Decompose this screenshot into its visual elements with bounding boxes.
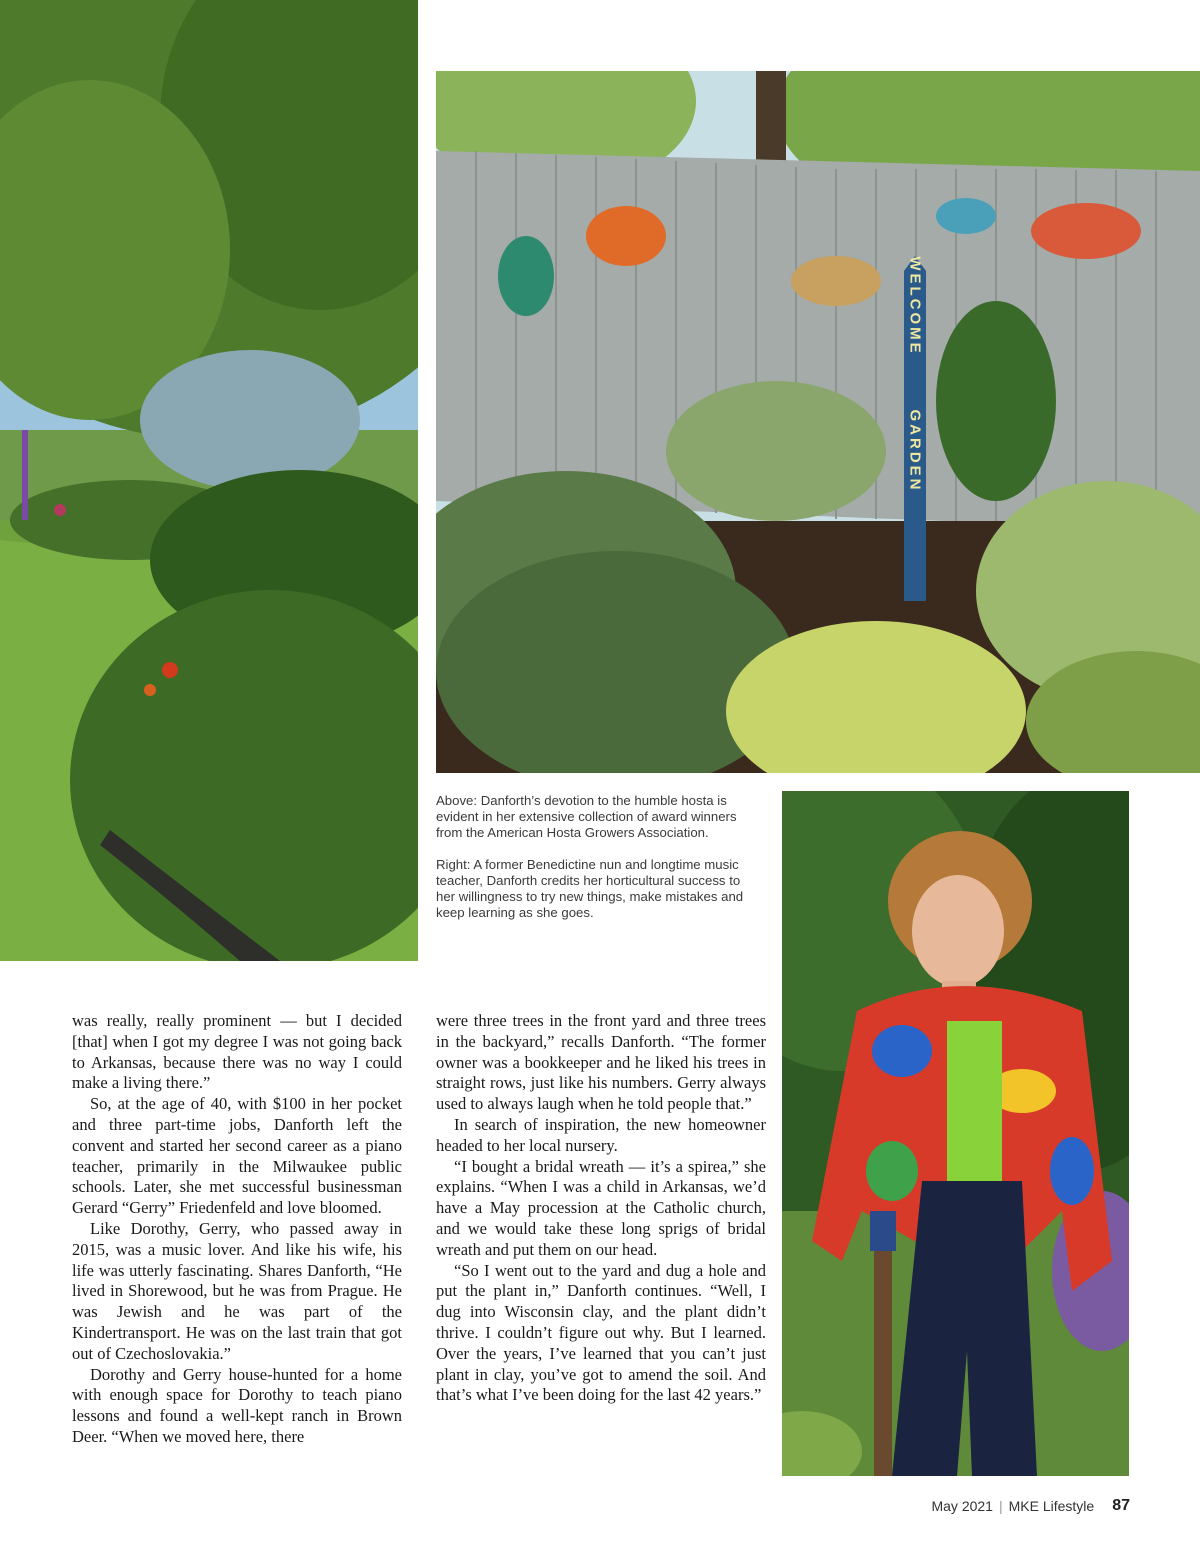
page-folio — [931, 1497, 1130, 1515]
paragraph: was really, really prominent — but I decided [that] when I got my degree I was not going back to Arkansas, because there was no way I could make a living there.” — [72, 1011, 402, 1093]
paragraph: So, at the age of 40, with $100 in her pocket and three part-time jobs, Danforth left the convent and started her second career as a piano teacher, primarily in the Milwaukee public schools. Later, she met successful businessman Gerard “Gerry” Friedenfeld and love bloomed. — [72, 1094, 402, 1218]
article-column-right — [436, 1011, 766, 1406]
paragraph: In search of inspiration, the new homeowner headed to her local nursery. — [436, 1114, 766, 1155]
caption-right: Right: A former Benedictine nun and longtime music teacher, Danforth credits her horticultural success to her willingness to try new things, make mistakes and keep learning as she goes. — [436, 857, 744, 920]
paragraph: Like Dorothy, Gerry, who passed away in 2015, was a music lover. And like his wife, his life was utterly fascinating. Shares Danforth, “He lived in Shorewood, but he was from Prague. He was Jewish and he was part of the Kindertransport. He was on the last train that got out of Czechoslovakia.” — [72, 1218, 402, 1363]
garden-sign-text: GARDEN — [906, 409, 924, 493]
folio-separator: | — [998, 1498, 1003, 1514]
paragraph: “So I went out to the yard and dug a hole and put the plant in,” Danforth continues. “Well, I dug into Wisconsin clay, and the plant didn’t thrive. I couldn’t figure out why. But I learned. Over the years, I’ve learned that you can’t just plant in clay, you’ve got to amend the soil. And that’s what I’ve been doing for the last 42 years.” — [436, 1260, 766, 1405]
paragraph: “I bought a bridal wreath — it’s a spirea,” she explains. “When I was a child in Arkansas, we’d have a May procession at the Catholic church, and we would take these long sprigs of bridal wreath and put them on our head. — [436, 1156, 766, 1259]
danforth-portrait-photo — [782, 791, 1129, 1476]
photo-captions — [436, 793, 746, 937]
caption-above: Above: Danforth’s devotion to the humble hosta is evident in her extensive collection of award winners from the American Hosta Growers Association. — [436, 793, 737, 840]
hosta-fence-photo — [436, 71, 1200, 773]
paragraph: were three trees in the front yard and three trees in the backyard,” recalls Danforth. “The former owner was a bookkeeper and he liked his trees in straight rows, just like his numbers. Gerry always used to always laugh when he told people that.” — [436, 1011, 766, 1114]
welcome-sign-text: WELCOME — [906, 256, 924, 356]
issue-date: May 2021 — [931, 1498, 993, 1514]
garden-lawn-photo — [0, 0, 418, 961]
page-number: 87 — [1112, 1497, 1130, 1514]
paragraph: Dorothy and Gerry house-hunted for a home with enough space for Dorothy to teach piano lessons and found a well-kept ranch in Brown Deer. “When we moved here, there — [72, 1364, 402, 1446]
article-column-left — [72, 1011, 402, 1448]
magazine-name: MKE Lifestyle — [1008, 1498, 1095, 1514]
